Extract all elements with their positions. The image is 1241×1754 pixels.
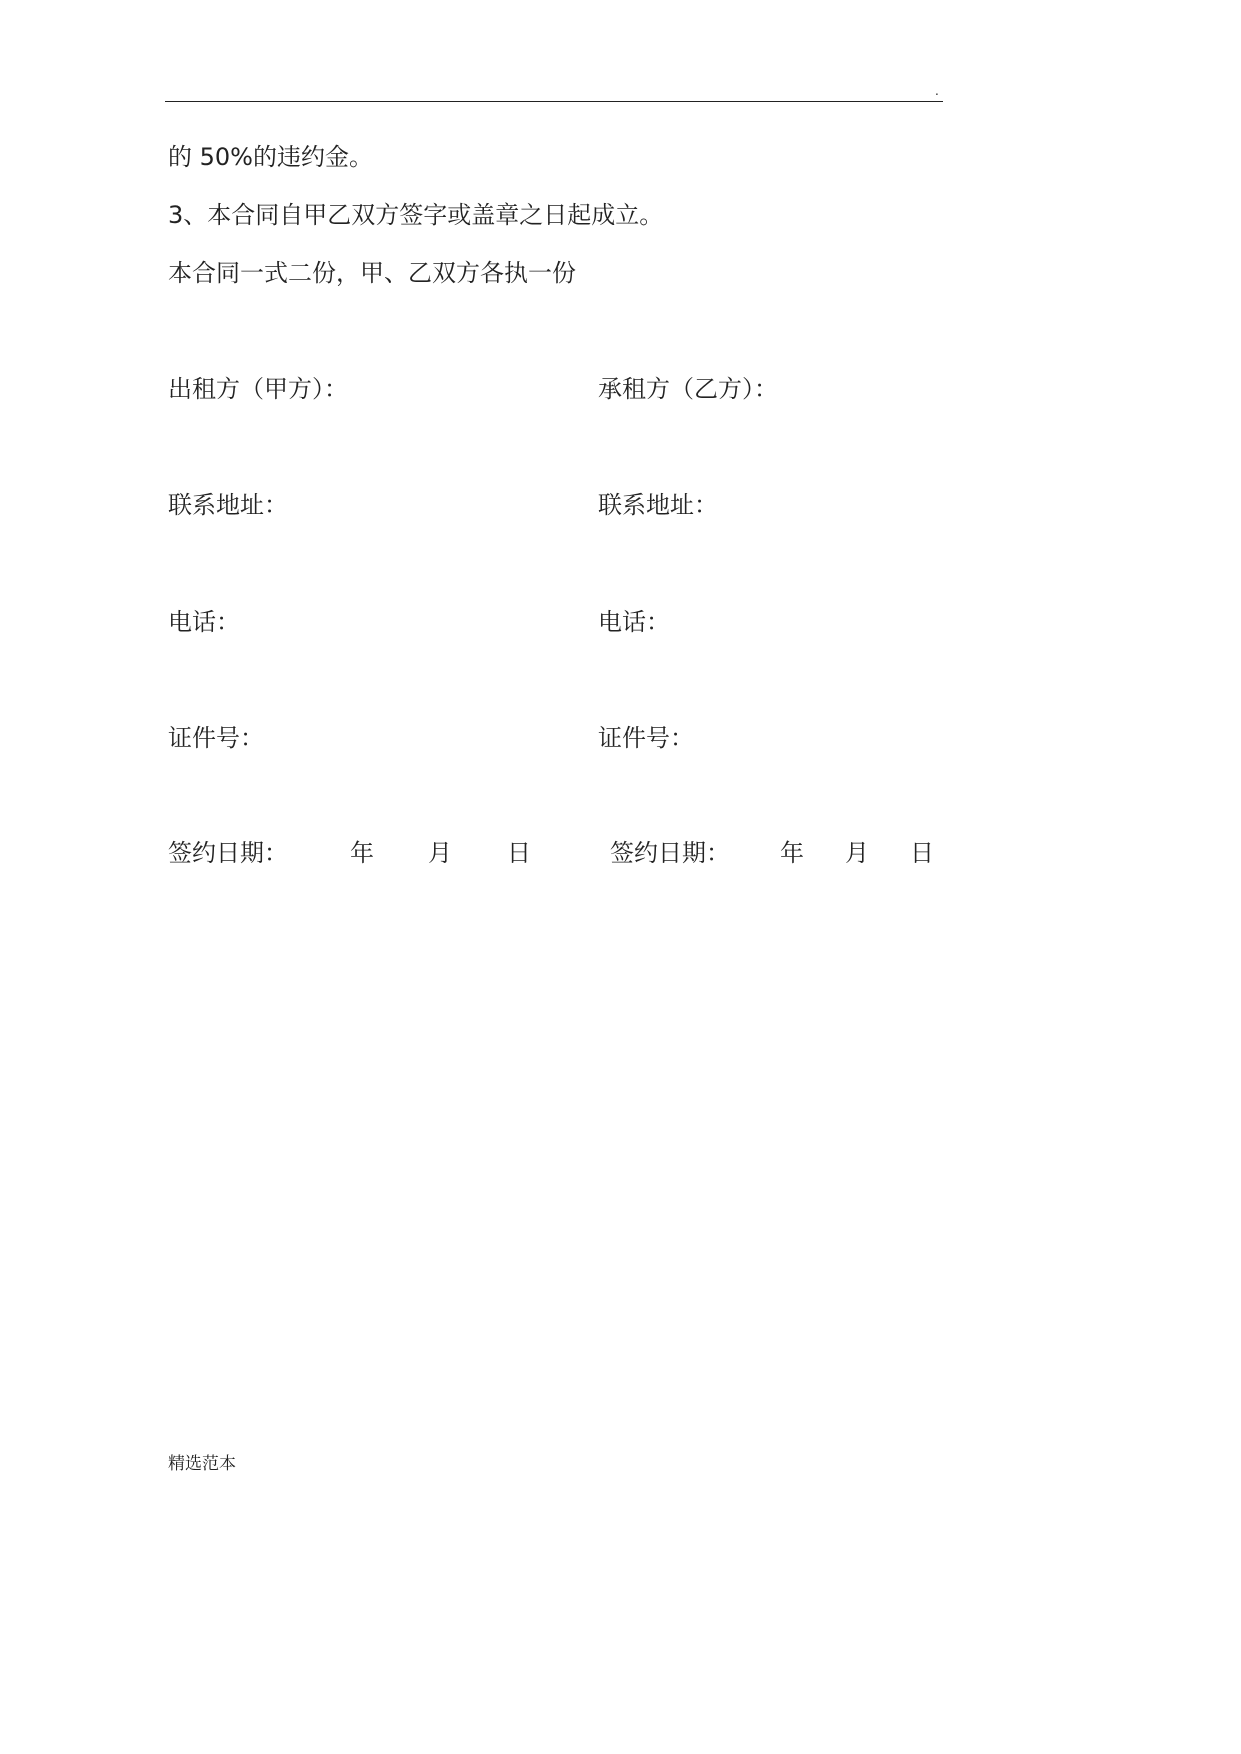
lessor-id-label: 证件号：	[168, 724, 264, 752]
lessee-day-label: 日	[910, 839, 934, 867]
lessor-day-label: 日	[507, 839, 531, 867]
header-rule	[165, 101, 943, 102]
lessor-sign-date-label: 签约日期：	[168, 839, 288, 867]
lessee-month-label: 月	[845, 839, 869, 867]
lessee-id-label: 证件号：	[598, 724, 694, 752]
footer-text: 精选范本	[168, 1454, 236, 1474]
lessee-label: 承租方（乙方）：	[598, 375, 778, 403]
lessor-phone-label: 电话：	[168, 608, 240, 636]
body-line-3: 本合同一式二份，甲、乙双方各执一份	[168, 259, 576, 287]
lessee-sign-date-label: 签约日期：	[610, 839, 730, 867]
lessor-label: 出租方（甲方）：	[168, 375, 348, 403]
lessee-year-label: 年	[780, 839, 804, 867]
body-line-1: 的 50%的违约金。	[168, 143, 373, 171]
lessee-address-label: 联系地址：	[598, 491, 718, 519]
body-line-2: 3、本合同自甲乙双方签字或盖章之日起成立。	[168, 201, 664, 229]
lessor-address-label: 联系地址：	[168, 491, 288, 519]
header-mark: .	[935, 84, 939, 98]
lessor-year-label: 年	[350, 839, 374, 867]
lessor-month-label: 月	[428, 839, 452, 867]
lessee-phone-label: 电话：	[598, 608, 670, 636]
